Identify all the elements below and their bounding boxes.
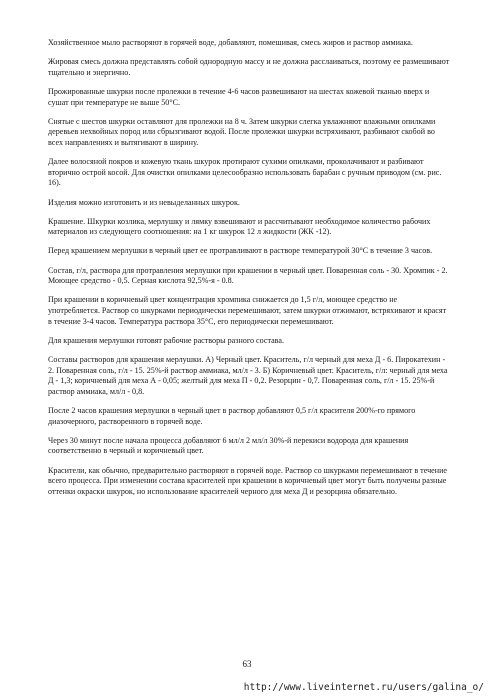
paragraph-13: После 2 часов крашения мерлушки в черный цвет в раствор добавляют 0,5 г/л красителя 200%-го прямого диазочерного, растворенного в горячей воде.: [48, 405, 416, 426]
page-number: 63: [242, 659, 252, 669]
document-body: [48, 38, 450, 506]
paragraph-15: Красители, как обычно, предварительно растворяют в горячей воде. Раствор со шкурками перемешивают в течение всего процесса. При изменении состава красителей при крашении в коричневый цвет могут быть получены разные оттенки окраски шкурок, но использование красителей черного для меха Д и резорцина обязательно.: [48, 465, 448, 496]
paragraph-10: При крашении в коричневый цвет концентрация хромпика снижается до 1,5 г/л, моющее средство не употребляется. Раствор со шкурками периодически перемешивают, затем шкурки отжимают, встряхивают и красят в течение 3-4 часов. Температура раствора 35°С, его периодически перемешивают.: [48, 295, 447, 326]
paragraph-5: Далее волосяной покров и кожевую ткань шкурок протирают сухими опилками, проколачивают и разбивают вторично острой косой. Для очистки опилками целесообразно использовать барабан с ручным приводом (см. рис. 16).: [48, 157, 442, 188]
paragraph-12: Составы растворов для крашения мерлушки. А) Черный цвет. Краситель, г/л черный для меха Д - 6. Пирокатехин - 2. Поваренная соль, г/л - 15. 25%-й раствор аммиака, мл/л - 3. Б) Коричневый цвет. Краситель, г/л: черный для меха Д - 1,3; коричневый для меха А - 0,05; желтый для меха П - 0,2. Резорцин - 0,7. Поваренная соль, г/л - 15. 25%-й раствор аммиака, мл/л - 0,8.: [48, 355, 448, 396]
paragraph-7: Крашение. Шкурки козлика, мерлушку и лямку взвешивают и рассчитывают необходимое количество рабочих материалов из следующего соотношения: на 1 кг шкурок 12 л жидкости (ЖК -12).: [48, 216, 431, 237]
paragraph-3: Прожированные шкурки после пролежки в течение 4-6 часов развешивают на шестах кожевой тканью вверх и сушат при температуре не выше 50°С.: [48, 86, 430, 107]
paragraph-8: Перед крашением мерлушки в черный цвет ее протравливают в растворе температурой 30°С в течение 3 часов.: [48, 246, 433, 256]
watermark-url: http://www.liveinternet.ru/users/galina_o/: [243, 682, 484, 693]
paragraph-9: Состав, г/л, раствора для протравления мерлушки при крашении в черный цвет. Поваренная соль - 30. Хромпик - 2. Моющее средство - 0,5. Серная кислота 92,5%-я - 0.8.: [48, 265, 448, 286]
paragraph-1: Хозяйственное мыло растворяют в горячей воде, добавляют, помешивая, смесь жиров и раствор аммиака.: [48, 38, 413, 47]
paragraph-11: Для крашения мерлушки готовят рабочие растворы разного состава.: [48, 335, 285, 345]
paragraph-2: Жировая смесь должна представлять собой однородную массу и не должна расслаиваться, поэтому ее размешивают тщательно и энергично.: [48, 57, 450, 77]
paragraph-4: Снятые с шестов шкурки оставляют для пролежки на 8 ч. Затем шкурки слегка увлажняют влажными опилками деревьев нехвойных пород или сбрызгивают водой. После пролежки шкурки встряхивают, разбивают скобой во всех направлениях и вытягивают в ширину.: [48, 116, 436, 147]
paragraph-6: Изделия можно изготовить и из невыделанных шкурок.: [48, 197, 240, 207]
paragraph-14: Через 30 минут после начала процесса добавляют 6 мл/л 2 мл/л 30%-й перекиси водорода для крашения соответственно в черный и коричневый цвет.: [48, 435, 409, 456]
